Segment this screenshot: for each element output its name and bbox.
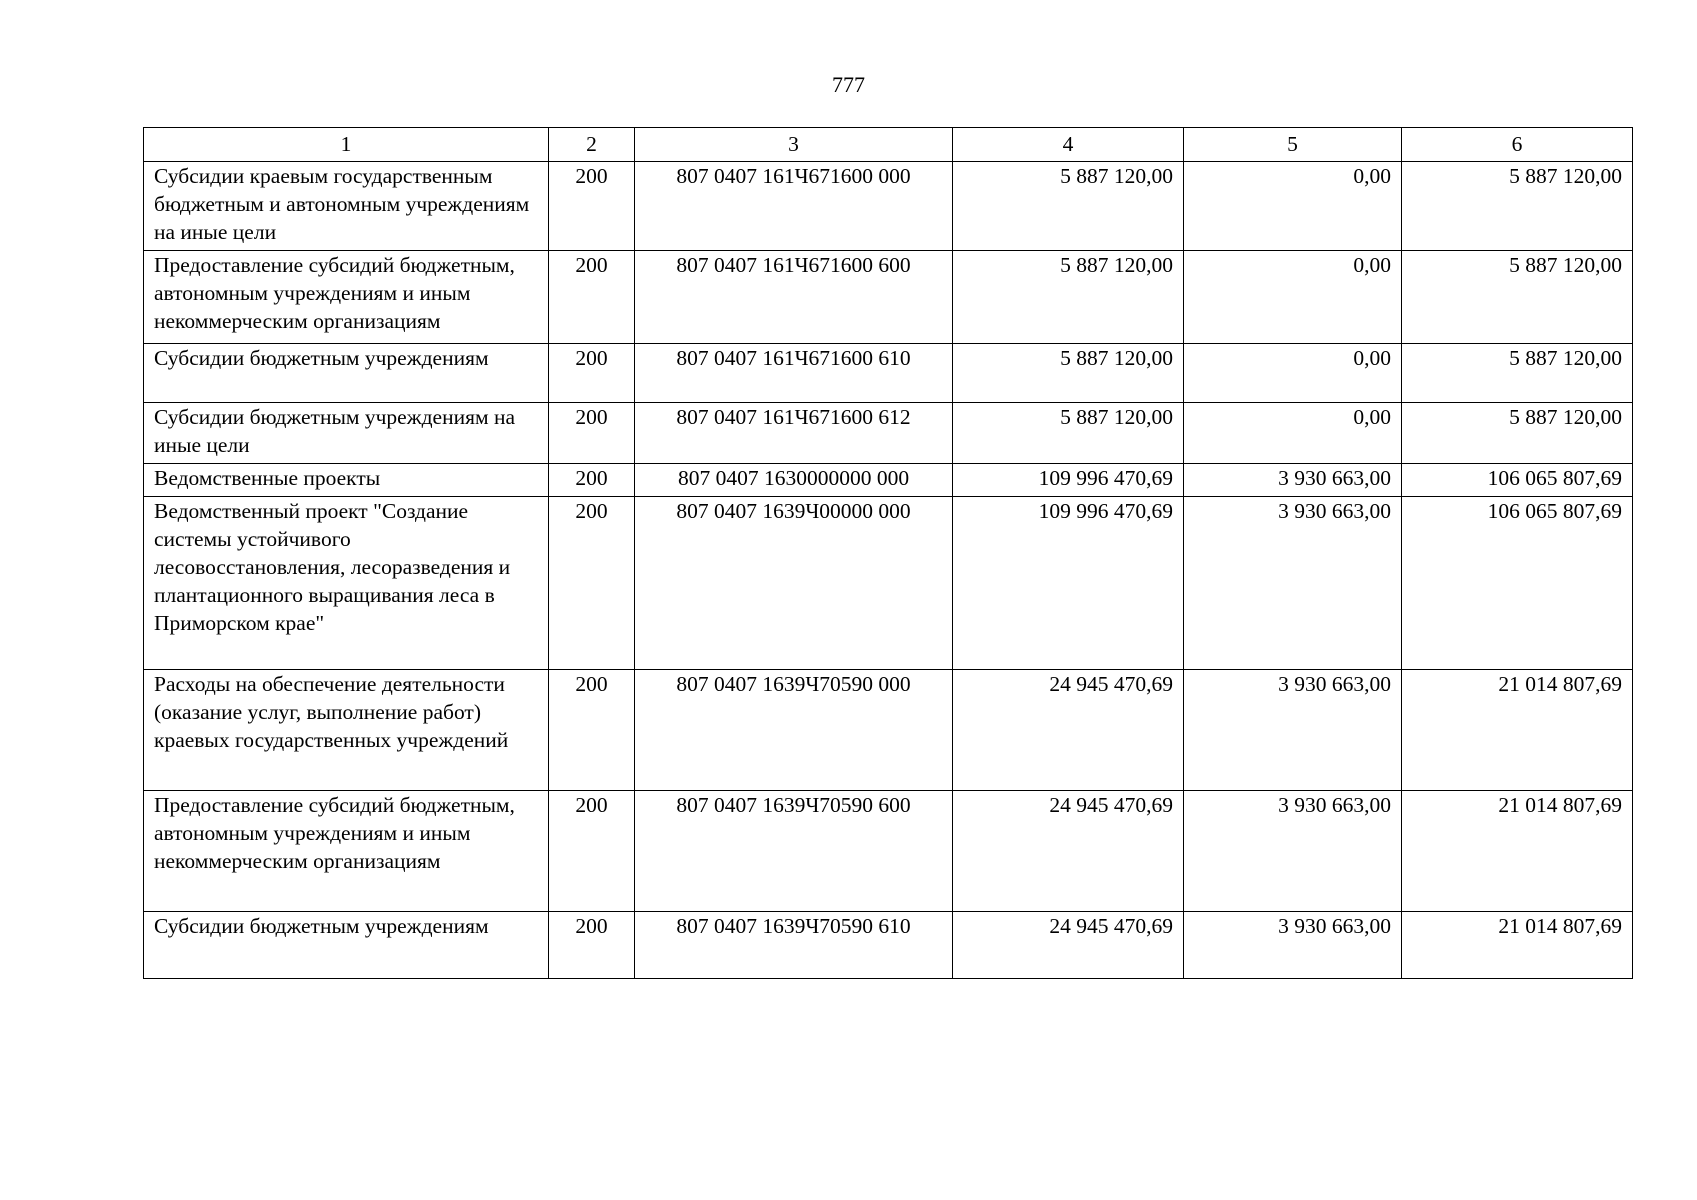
row-classification: 807 0407 161Ч671600 600	[635, 251, 953, 344]
row-name: Субсидии бюджетным учреждениям	[144, 912, 549, 979]
row-code: 200	[549, 162, 635, 251]
row-value-col4: 109 996 470,69	[953, 497, 1184, 670]
row-value-col6: 106 065 807,69	[1402, 497, 1633, 670]
header-col-2: 2	[549, 128, 635, 162]
row-classification: 807 0407 161Ч671600 610	[635, 344, 953, 403]
row-value-col5: 3 930 663,00	[1184, 670, 1402, 791]
header-col-6: 6	[1402, 128, 1633, 162]
budget-table	[143, 127, 1633, 979]
row-classification: 807 0407 1639Ч00000 000	[635, 497, 953, 670]
header-col-5: 5	[1184, 128, 1402, 162]
row-value-col6: 21 014 807,69	[1402, 670, 1633, 791]
row-name: Ведомственные проекты	[144, 464, 549, 497]
table-row	[144, 912, 1633, 979]
header-col-3: 3	[635, 128, 953, 162]
table-row	[144, 344, 1633, 403]
row-code: 200	[549, 791, 635, 912]
row-value-col6: 5 887 120,00	[1402, 403, 1633, 464]
table-row	[144, 497, 1633, 670]
row-value-col6: 5 887 120,00	[1402, 344, 1633, 403]
row-code: 200	[549, 344, 635, 403]
row-value-col6: 5 887 120,00	[1402, 251, 1633, 344]
row-name: Предоставление субсидий бюджетным, автономным учреждениям и иным некоммерческим организациям	[144, 791, 549, 912]
row-name: Предоставление субсидий бюджетным, автономным учреждениям и иным некоммерческим организациям	[144, 251, 549, 344]
row-value-col4: 5 887 120,00	[953, 251, 1184, 344]
header-col-4: 4	[953, 128, 1184, 162]
row-classification: 807 0407 1639Ч70590 000	[635, 670, 953, 791]
row-value-col4: 109 996 470,69	[953, 464, 1184, 497]
row-value-col5: 3 930 663,00	[1184, 912, 1402, 979]
header-col-1: 1	[144, 128, 549, 162]
table-body	[144, 162, 1633, 979]
row-value-col6: 106 065 807,69	[1402, 464, 1633, 497]
row-name: Субсидии краевым государственным бюджетным и автономным учреждениям на иные цели	[144, 162, 549, 251]
row-name: Субсидии бюджетным учреждениям	[144, 344, 549, 403]
row-value-col4: 24 945 470,69	[953, 912, 1184, 979]
row-value-col5: 0,00	[1184, 344, 1402, 403]
row-value-col5: 3 930 663,00	[1184, 791, 1402, 912]
table-header	[144, 128, 1633, 162]
row-value-col5: 3 930 663,00	[1184, 497, 1402, 670]
row-code: 200	[549, 497, 635, 670]
row-code: 200	[549, 464, 635, 497]
row-value-col4: 24 945 470,69	[953, 791, 1184, 912]
row-value-col4: 5 887 120,00	[953, 162, 1184, 251]
row-value-col5: 0,00	[1184, 162, 1402, 251]
row-value-col4: 5 887 120,00	[953, 403, 1184, 464]
table-row	[144, 791, 1633, 912]
row-value-col4: 24 945 470,69	[953, 670, 1184, 791]
table-row	[144, 162, 1633, 251]
row-code: 200	[549, 912, 635, 979]
table-row	[144, 670, 1633, 791]
row-name: Субсидии бюджетным учреждениям на иные цели	[144, 403, 549, 464]
row-classification: 807 0407 161Ч671600 612	[635, 403, 953, 464]
row-value-col4: 5 887 120,00	[953, 344, 1184, 403]
table-row	[144, 464, 1633, 497]
row-name: Расходы на обеспечение деятельности (оказание услуг, выполнение работ) краевых государственных учреждений	[144, 670, 549, 791]
row-code: 200	[549, 251, 635, 344]
row-classification: 807 0407 161Ч671600 000	[635, 162, 953, 251]
table-row	[144, 403, 1633, 464]
row-code: 200	[549, 670, 635, 791]
row-classification: 807 0407 1639Ч70590 610	[635, 912, 953, 979]
row-value-col6: 21 014 807,69	[1402, 912, 1633, 979]
row-value-col5: 0,00	[1184, 403, 1402, 464]
row-classification: 807 0407 1639Ч70590 600	[635, 791, 953, 912]
table-row	[144, 251, 1633, 344]
row-classification: 807 0407 1630000000 000	[635, 464, 953, 497]
row-value-col6: 5 887 120,00	[1402, 162, 1633, 251]
header-row	[144, 128, 1633, 162]
row-code: 200	[549, 403, 635, 464]
row-value-col6: 21 014 807,69	[1402, 791, 1633, 912]
row-name: Ведомственный проект "Создание системы устойчивого лесовосстановления, лесоразведения и плантационного выращивания леса в Приморском крае"	[144, 497, 549, 670]
row-value-col5: 3 930 663,00	[1184, 464, 1402, 497]
row-value-col5: 0,00	[1184, 251, 1402, 344]
page-number: 777	[832, 72, 865, 97]
